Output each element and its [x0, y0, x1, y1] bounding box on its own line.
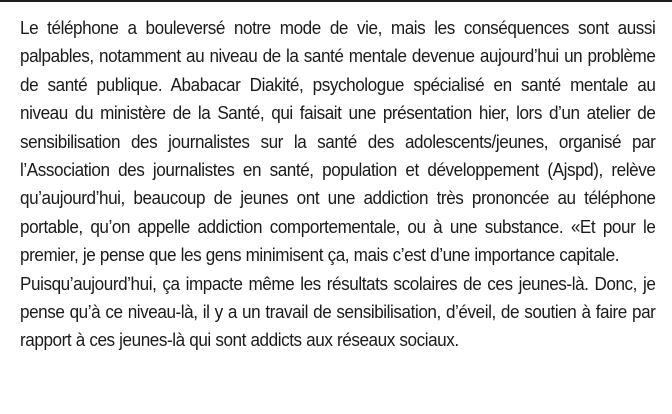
article-paragraph-2: Puisqu’aujourd’hui, ça impacte même les résultats scolaires de ces jeunes-là. Donc, je pense qu’à ce niveau-là, il y a un travail de sensibilisation, d’éveil, de soutien à faire par rapport à ces jeunes-là qui sont addicts aux réseaux sociaux. — [20, 273, 656, 351]
article-paragraph-1: Le téléphone a bouleversé notre mode de vie, mais les conséquences sont aussi palpables, notamment au niveau de la santé mentale devenue aujourd’hui un problème de santé publique. Ababacar Diakité, psychologue spécialisé en santé mentale au niveau du ministère de la Santé, qui faisait une présentation hier, lors d’un atelier de sensibilisation des journalistes sur la santé des adolescents/jeunes, organisé par l’Association des journalistes en santé, population et développement (Ajspd), relève qu’aujourd’hui, beaucoup de jeunes ont une addiction très prononcée au téléphone portable, qu’on appelle addiction comportementale, ou à une substance. «Et pour le premier, je pense que les gens minimisent ça, mais c’est d’une importance capitale. — [20, 18, 656, 266]
